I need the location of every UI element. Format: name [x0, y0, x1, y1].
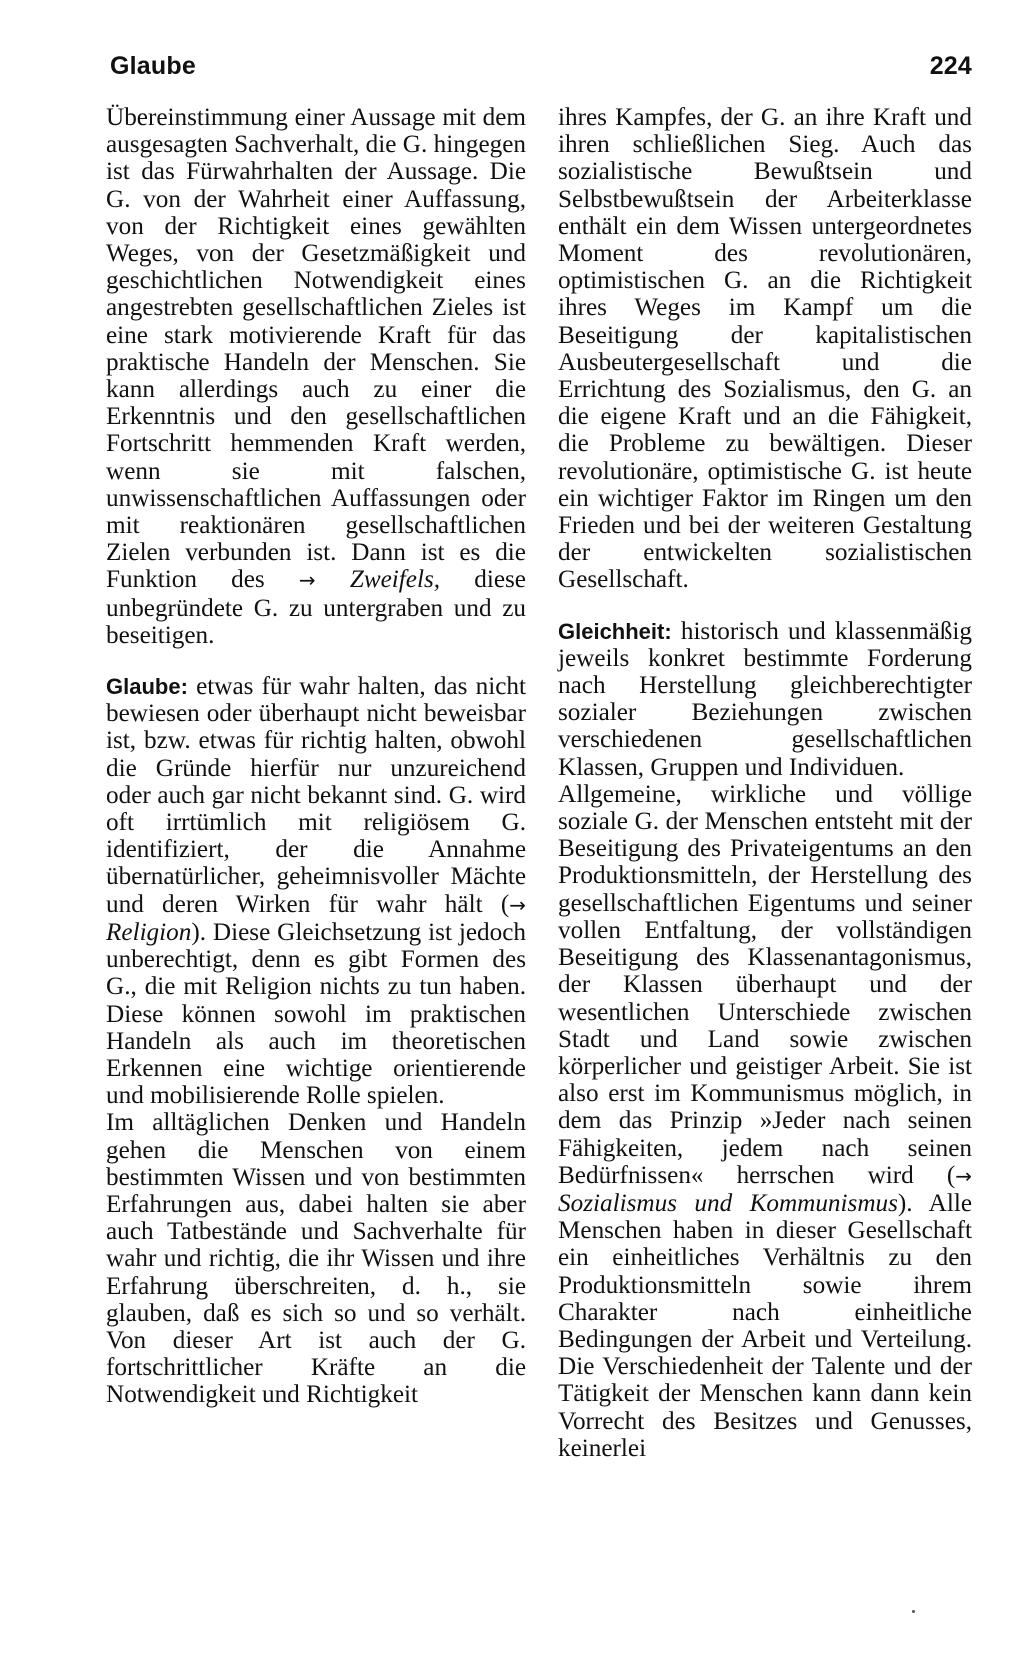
cross-reference-religion[interactable]: Religion	[106, 918, 192, 946]
paragraph-text: ). Alle Menschen haben in dieser Gesellschaft ein einheitliches Verhältnis zu den Produktionsmitteln sowie ihrem Charakter nach einheitliche Bedingungen der Arbeit und Verteilung. Die Verschiedenheit der Talente und der Tätigkeit der Menschen kann dann kein Vorrecht des Besitzes und Genusses, keinerlei	[558, 1189, 972, 1462]
paragraph-text: Übereinstimmung einer Aussage mit dem ausgesagten Sachverhalt, die G. hingegen ist das Fürwahrhalten der Aussage. Die G. von der Wahrheit einer Auffassung, von der Richtigkeit eines gewählten Weges, von der Gesetzmäßigkeit und geschichtlichen Notwendigkeit eines angestrebten gesellschaftlichen Zieles ist eine stark motivierende Kraft für das praktische Handeln der Menschen. Sie kann allerdings auch zu einer die Erkenntnis und den gesellschaftlichen Fortschritt hemmenden Kraft werden, wenn sie mit falschen, unwissenschaftlichen Auffassungen oder mit reaktionären gesellschaftlichen Zielen verbunden ist. Dann ist es die Funktion des	[106, 104, 526, 594]
entry-term-gleichheit: Gleichheit:	[558, 618, 672, 644]
entry-term-glaube: Glaube:	[106, 674, 188, 700]
cross-reference-arrow-icon: →	[509, 892, 526, 917]
cross-reference-arrow-icon: →	[955, 1163, 972, 1188]
cross-reference-sozialismus-und-kommunismus[interactable]: Sozialismus und Kommunismus	[558, 1189, 898, 1217]
paragraph-text	[558, 781, 972, 1462]
paragraph-text: Allgemeine, wirkliche und völlige soziale G. der Menschen entsteht mit der Beseitigung des Privateigentums an den Produktionsmitteln, der Herstellung des gesellschaftlichen Eigentums und seiner vollen Entfaltung, der vollständigen Beseitigung des Klassenantagonismus, der Klassen überhaupt und der wesentlichen Unterschiede zwischen Stadt und Land sowie zwischen körperlicher und geistiger Arbeit. Sie ist also erst im Kommunismus möglich, in dem das Prinzip »Jeder nach seinen Fähigkeiten, jedem nach seinen Bedürfnissen« herrschen wird (	[558, 780, 972, 1189]
paragraph-text: Im alltäglichen Denken und Handeln gehen die Menschen von einem bestimmten Wissen und von bestimmten Erfahrungen aus, dabei halten sie aber auch Tatbestände und Sachverhalte für wahr und richtig, die ihr Wissen und ihre Erfahrung überschreiten, d. h., sie glauben, daß es sich so und so verhält. Von dieser Art ist auch der G. fortschrittlicher Kräfte an die Notwendigkeit und Richtigkeit	[106, 1109, 526, 1409]
entry-glaube	[106, 673, 526, 1109]
entry-gleichheit	[558, 618, 972, 781]
left-column	[106, 104, 526, 1409]
cross-reference-zweifel[interactable]: Zweifels,	[349, 566, 441, 594]
running-head-title: Glaube	[110, 52, 196, 80]
paragraph-continuation	[106, 104, 526, 649]
print-speck	[912, 1610, 915, 1613]
entry-definition: ). Diese Gleichsetzung ist jedoch unberechtigt, denn es gibt Formen des G., die mit Religion nichts zu tun haben. Diese können sowohl im praktischen Handeln als auch im theoretischen Erkennen eine wichtige orientierende und mobilisierende Rolle spielen.	[106, 918, 526, 1110]
cross-reference-arrow-icon: →	[298, 568, 350, 593]
entry-definition: historisch und klassenmäßig jeweils konkret bestimmte Forderung nach Herstellung gleichberechtigter sozialer Beziehungen zwischen verschiedenen gesellschaftlichen Klassen, Gruppen und Individuen.	[558, 617, 972, 781]
right-column	[558, 104, 972, 1462]
paragraph-continuation: ihres Kampfes, der G. an ihre Kraft und ihren schließlichen Sieg. Auch das sozialistische Bewußtsein und Selbstbewußtsein der Arbeiterklasse enthält ein dem Wissen untergeordnetes Moment des revolutionären, optimistischen G. an die Richtigkeit ihres Weges im Kampf um die Beseitigung der kapitalistischen Ausbeutergesellschaft und die Errichtung des Sozialismus, den G. an die eigene Kraft und an die Fähigkeit, die Probleme zu bewältigen. Dieser revolutionäre, optimistische G. ist heute ein wichtiger Faktor im Ringen um den Frieden und bei der weiteren Gestaltung der entwickelten sozialistischen Gesellschaft.	[558, 104, 972, 594]
paragraph-text: diese unbegründete G. zu untergraben und zu beseitigen.	[106, 566, 526, 649]
entry-definition: etwas für wahr halten, das nicht bewiesen oder überhaupt nicht beweisbar ist, bzw. etwas für richtig halten, obwohl die Gründe hierfür nur unzureichend oder auch gar nicht bekannt sind. G. wird oft irrtümlich mit religiösem G. identifiziert, der die Annahme übernatürlicher, geheimnisvoller Mächte und deren Wirken für wahr hält (	[106, 673, 526, 918]
page-number: 224	[929, 52, 972, 80]
